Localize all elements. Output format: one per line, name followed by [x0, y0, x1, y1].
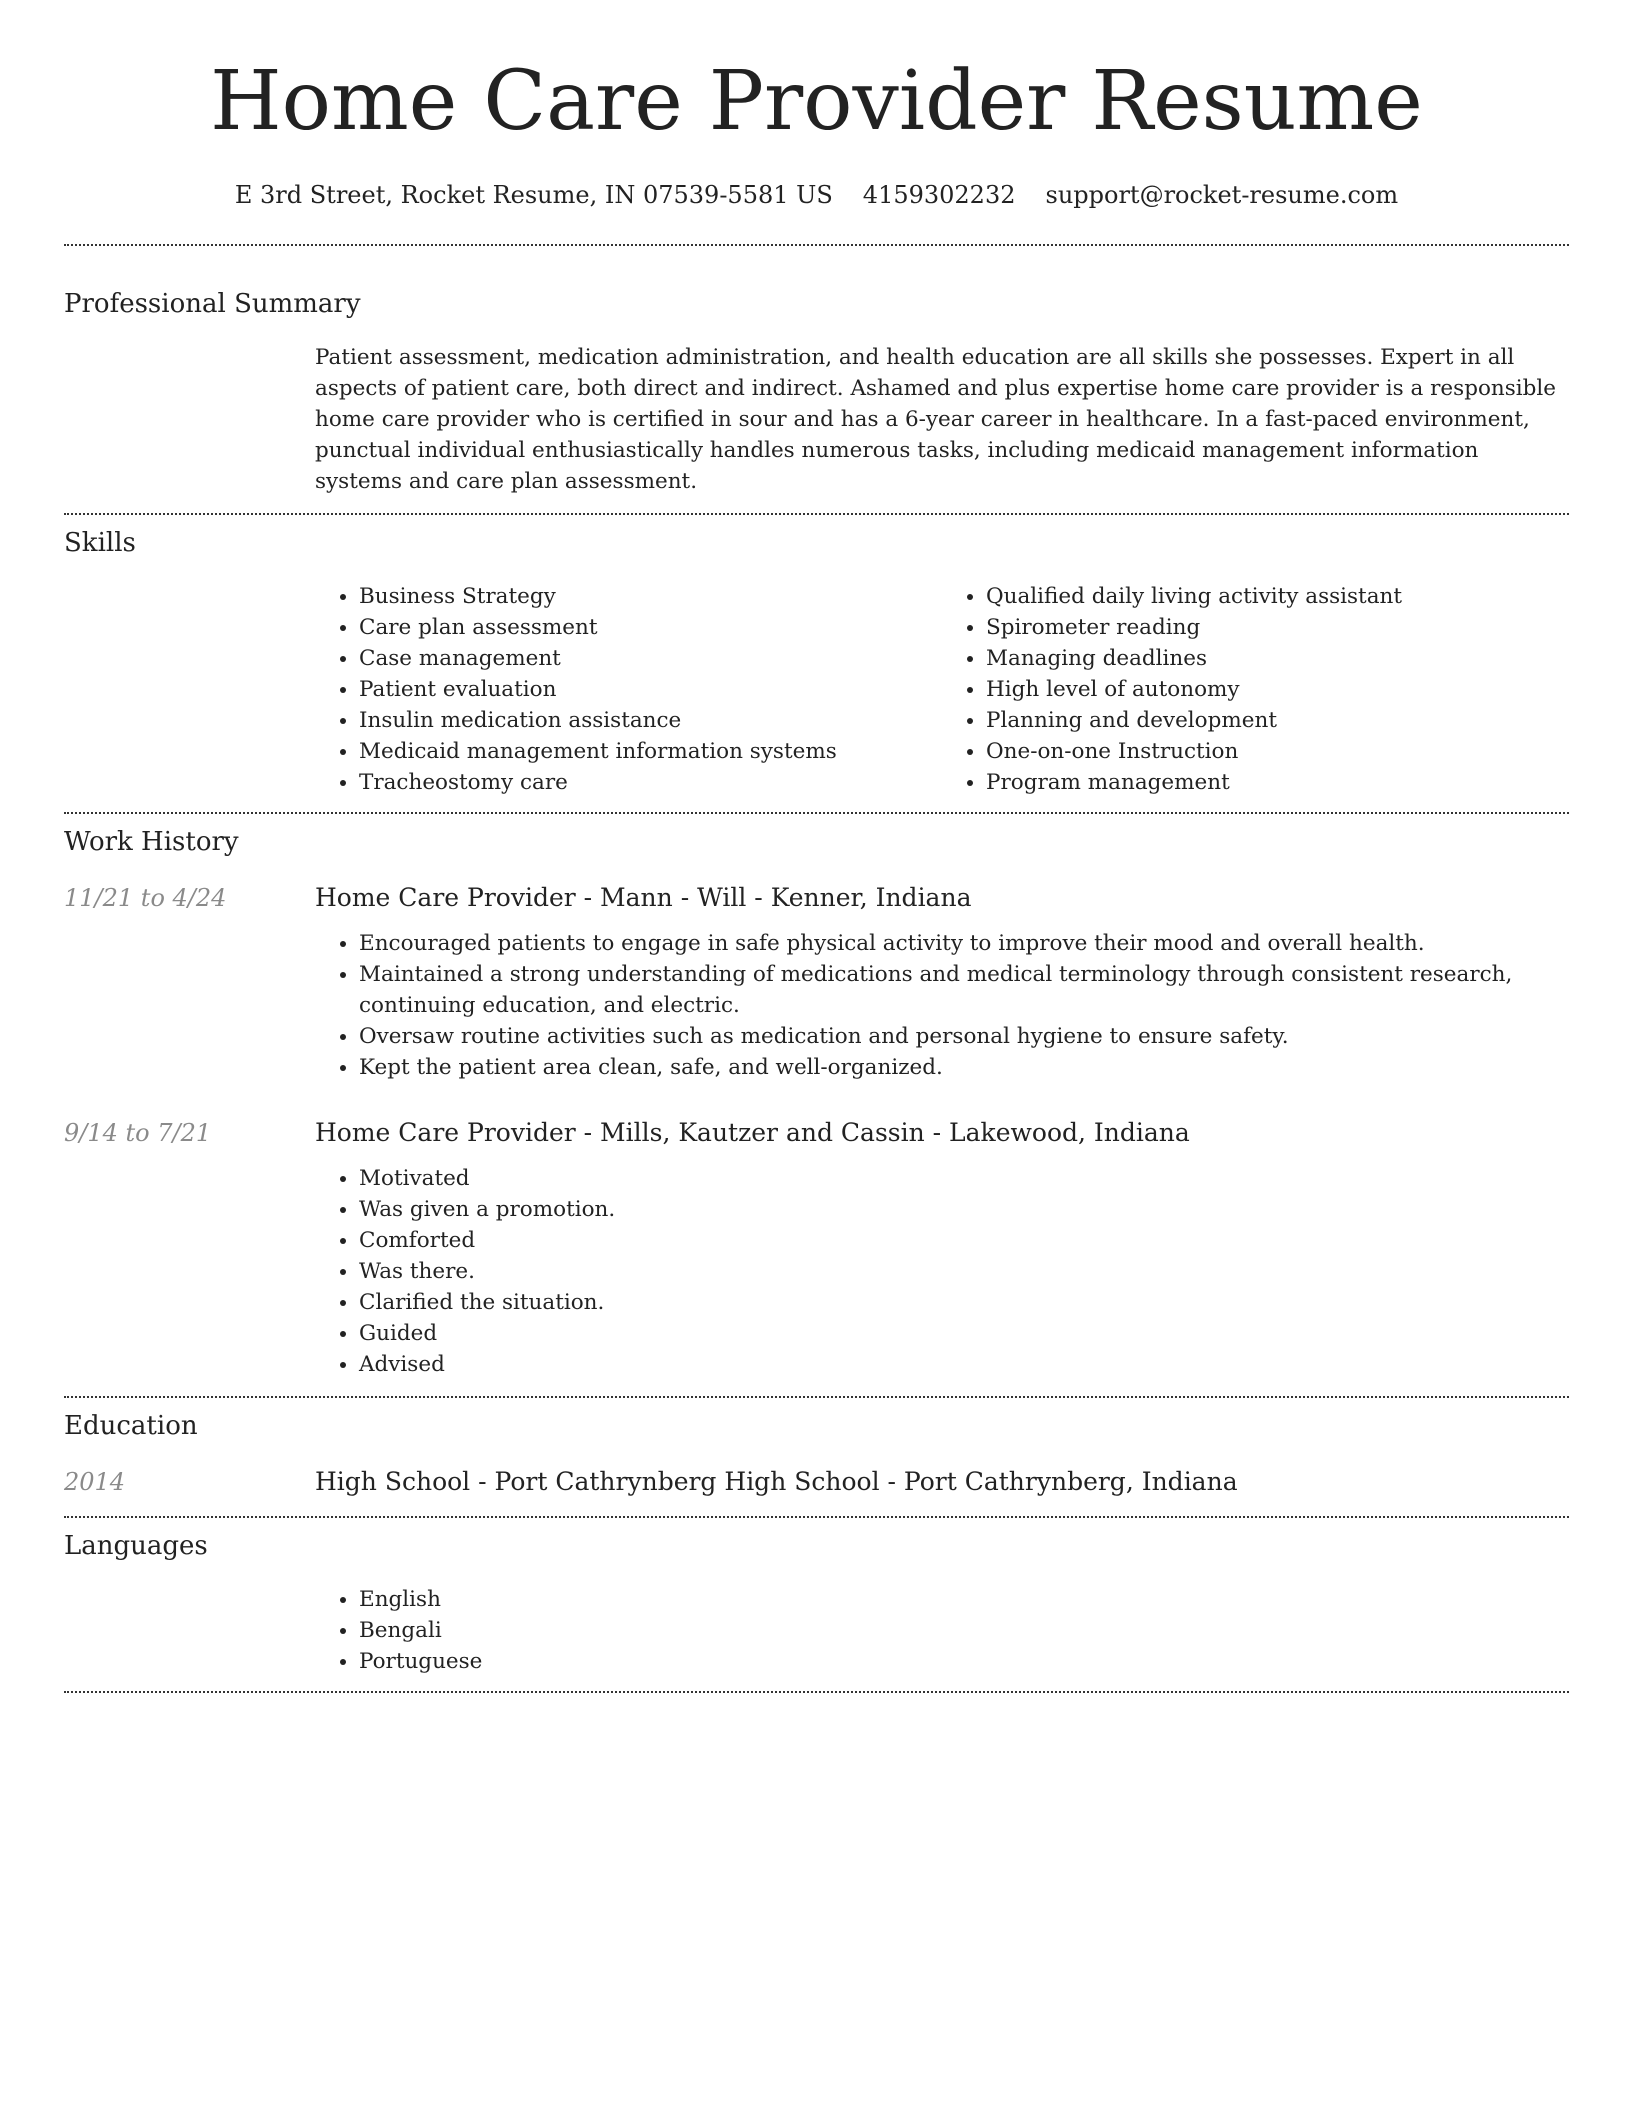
job-bullet: • Clarified the situation.: [359, 1287, 1569, 1318]
divider: [64, 812, 1569, 814]
job-bullet: • Motivated: [359, 1163, 1569, 1194]
job-entry: [64, 882, 1569, 1083]
skill-item: • Insulin medication assistance: [359, 705, 942, 736]
job-bullet: • Advised: [359, 1349, 1569, 1380]
job-bullets: [315, 1163, 1569, 1380]
education-heading: Education: [64, 1411, 198, 1441]
work-heading: Work History: [64, 827, 239, 857]
skill-item: • Business Strategy: [359, 581, 942, 612]
languages-body: [315, 1584, 1569, 1677]
education-degree: High School: [315, 1467, 471, 1496]
languages-list: [315, 1584, 1569, 1677]
skill-item: • Medicaid management information systems: [359, 736, 942, 767]
skill-item: • Planning and development: [986, 705, 1569, 736]
skill-item: • One-on-one Instruction: [986, 736, 1569, 767]
job-bullet: • Kept the patient area clean, safe, and well-organized.: [359, 1052, 1569, 1083]
job-bullets: [315, 928, 1569, 1083]
divider: [64, 1396, 1569, 1398]
skill-item: • Patient evaluation: [359, 674, 942, 705]
job-dates: 9/14 to 7/21: [64, 1119, 212, 1147]
skill-item: • Program management: [986, 767, 1569, 798]
job-bullet: • Guided: [359, 1318, 1569, 1349]
skill-item: • Tracheostomy care: [359, 767, 942, 798]
job-details: [315, 882, 1569, 1083]
contact-phone: 4159302232: [862, 181, 1016, 209]
job-entry: [64, 1117, 1569, 1380]
skill-item: • Managing deadlines: [986, 643, 1569, 674]
education-year: 2014: [64, 1468, 126, 1496]
job-bullet: • Was there.: [359, 1256, 1569, 1287]
education-details: [315, 1466, 1569, 1498]
job-bullet: • Encouraged patients to engage in safe physical activity to improve their mood and overall health.: [359, 928, 1569, 959]
skill-item: • High level of autonomy: [986, 674, 1569, 705]
resume-page: [64, 0, 1569, 1693]
job-title: Home Care Provider - Mann - Will - Kenner, Indiana: [315, 883, 972, 912]
education-line: [315, 1466, 1569, 1498]
education-school: - Port Cathrynberg High School - Port Cathrynberg, Indiana: [470, 1467, 1238, 1496]
divider: [64, 1516, 1569, 1518]
job-bullet: • Oversaw routine activities such as medication and personal hygiene to ensure safety.: [359, 1021, 1569, 1052]
job-details: [315, 1117, 1569, 1380]
skill-item: • Spirometer reading: [986, 612, 1569, 643]
language-item: • Bengali: [359, 1615, 1569, 1646]
languages-heading: Languages: [64, 1531, 208, 1561]
education-section: [64, 1410, 1569, 1498]
divider: [64, 513, 1569, 515]
skills-list-left: [315, 581, 942, 798]
summary-heading: Professional Summary: [64, 289, 361, 319]
language-item: • English: [359, 1584, 1569, 1615]
job-bullet: • Was given a promotion.: [359, 1194, 1569, 1225]
skills-list-right: [942, 581, 1569, 798]
skills-grid: [315, 581, 1569, 798]
skill-item: • Qualified daily living activity assistant: [986, 581, 1569, 612]
summary-text: Patient assessment, medication administration, and health education are all skills she possesses. Expert in all aspects of patient care, both direct and indirect. Ashamed and plus expertise home care provider is a responsible home care provider who is certified in sour and has a 6-year career in healthcare. In a fast-paced environment, punctual individual enthusiastically handles numerous tasks, including medicaid management information systems and care plan assessment.: [315, 345, 1557, 494]
resume-title: Home Care Provider Resume: [210, 54, 1423, 149]
divider: [64, 244, 1569, 246]
skills-section: [64, 527, 1569, 798]
education-entry: [64, 1466, 1569, 1498]
contact-email[interactable]: support@rocket-resume.com: [1045, 181, 1399, 209]
contact-line: [64, 180, 1569, 210]
divider: [64, 1691, 1569, 1693]
job-dates: 11/21 to 4/24: [64, 884, 227, 912]
language-item: • Portuguese: [359, 1646, 1569, 1677]
job-bullet: • Maintained a strong understanding of medications and medical terminology through consistent research, continuing education, and electric.: [359, 959, 1569, 1021]
summary-section: [64, 288, 1569, 497]
skill-item: • Care plan assessment: [359, 612, 942, 643]
work-section: [64, 826, 1569, 1380]
job-bullet: • Comforted: [359, 1225, 1569, 1256]
skills-heading: Skills: [64, 528, 136, 558]
job-title: Home Care Provider - Mills, Kautzer and Cassin - Lakewood, Indiana: [315, 1118, 1190, 1147]
languages-section: [64, 1530, 1569, 1677]
skill-item: • Case management: [359, 643, 942, 674]
contact-address: E 3rd Street, Rocket Resume, IN 07539-5581 US: [234, 181, 833, 209]
